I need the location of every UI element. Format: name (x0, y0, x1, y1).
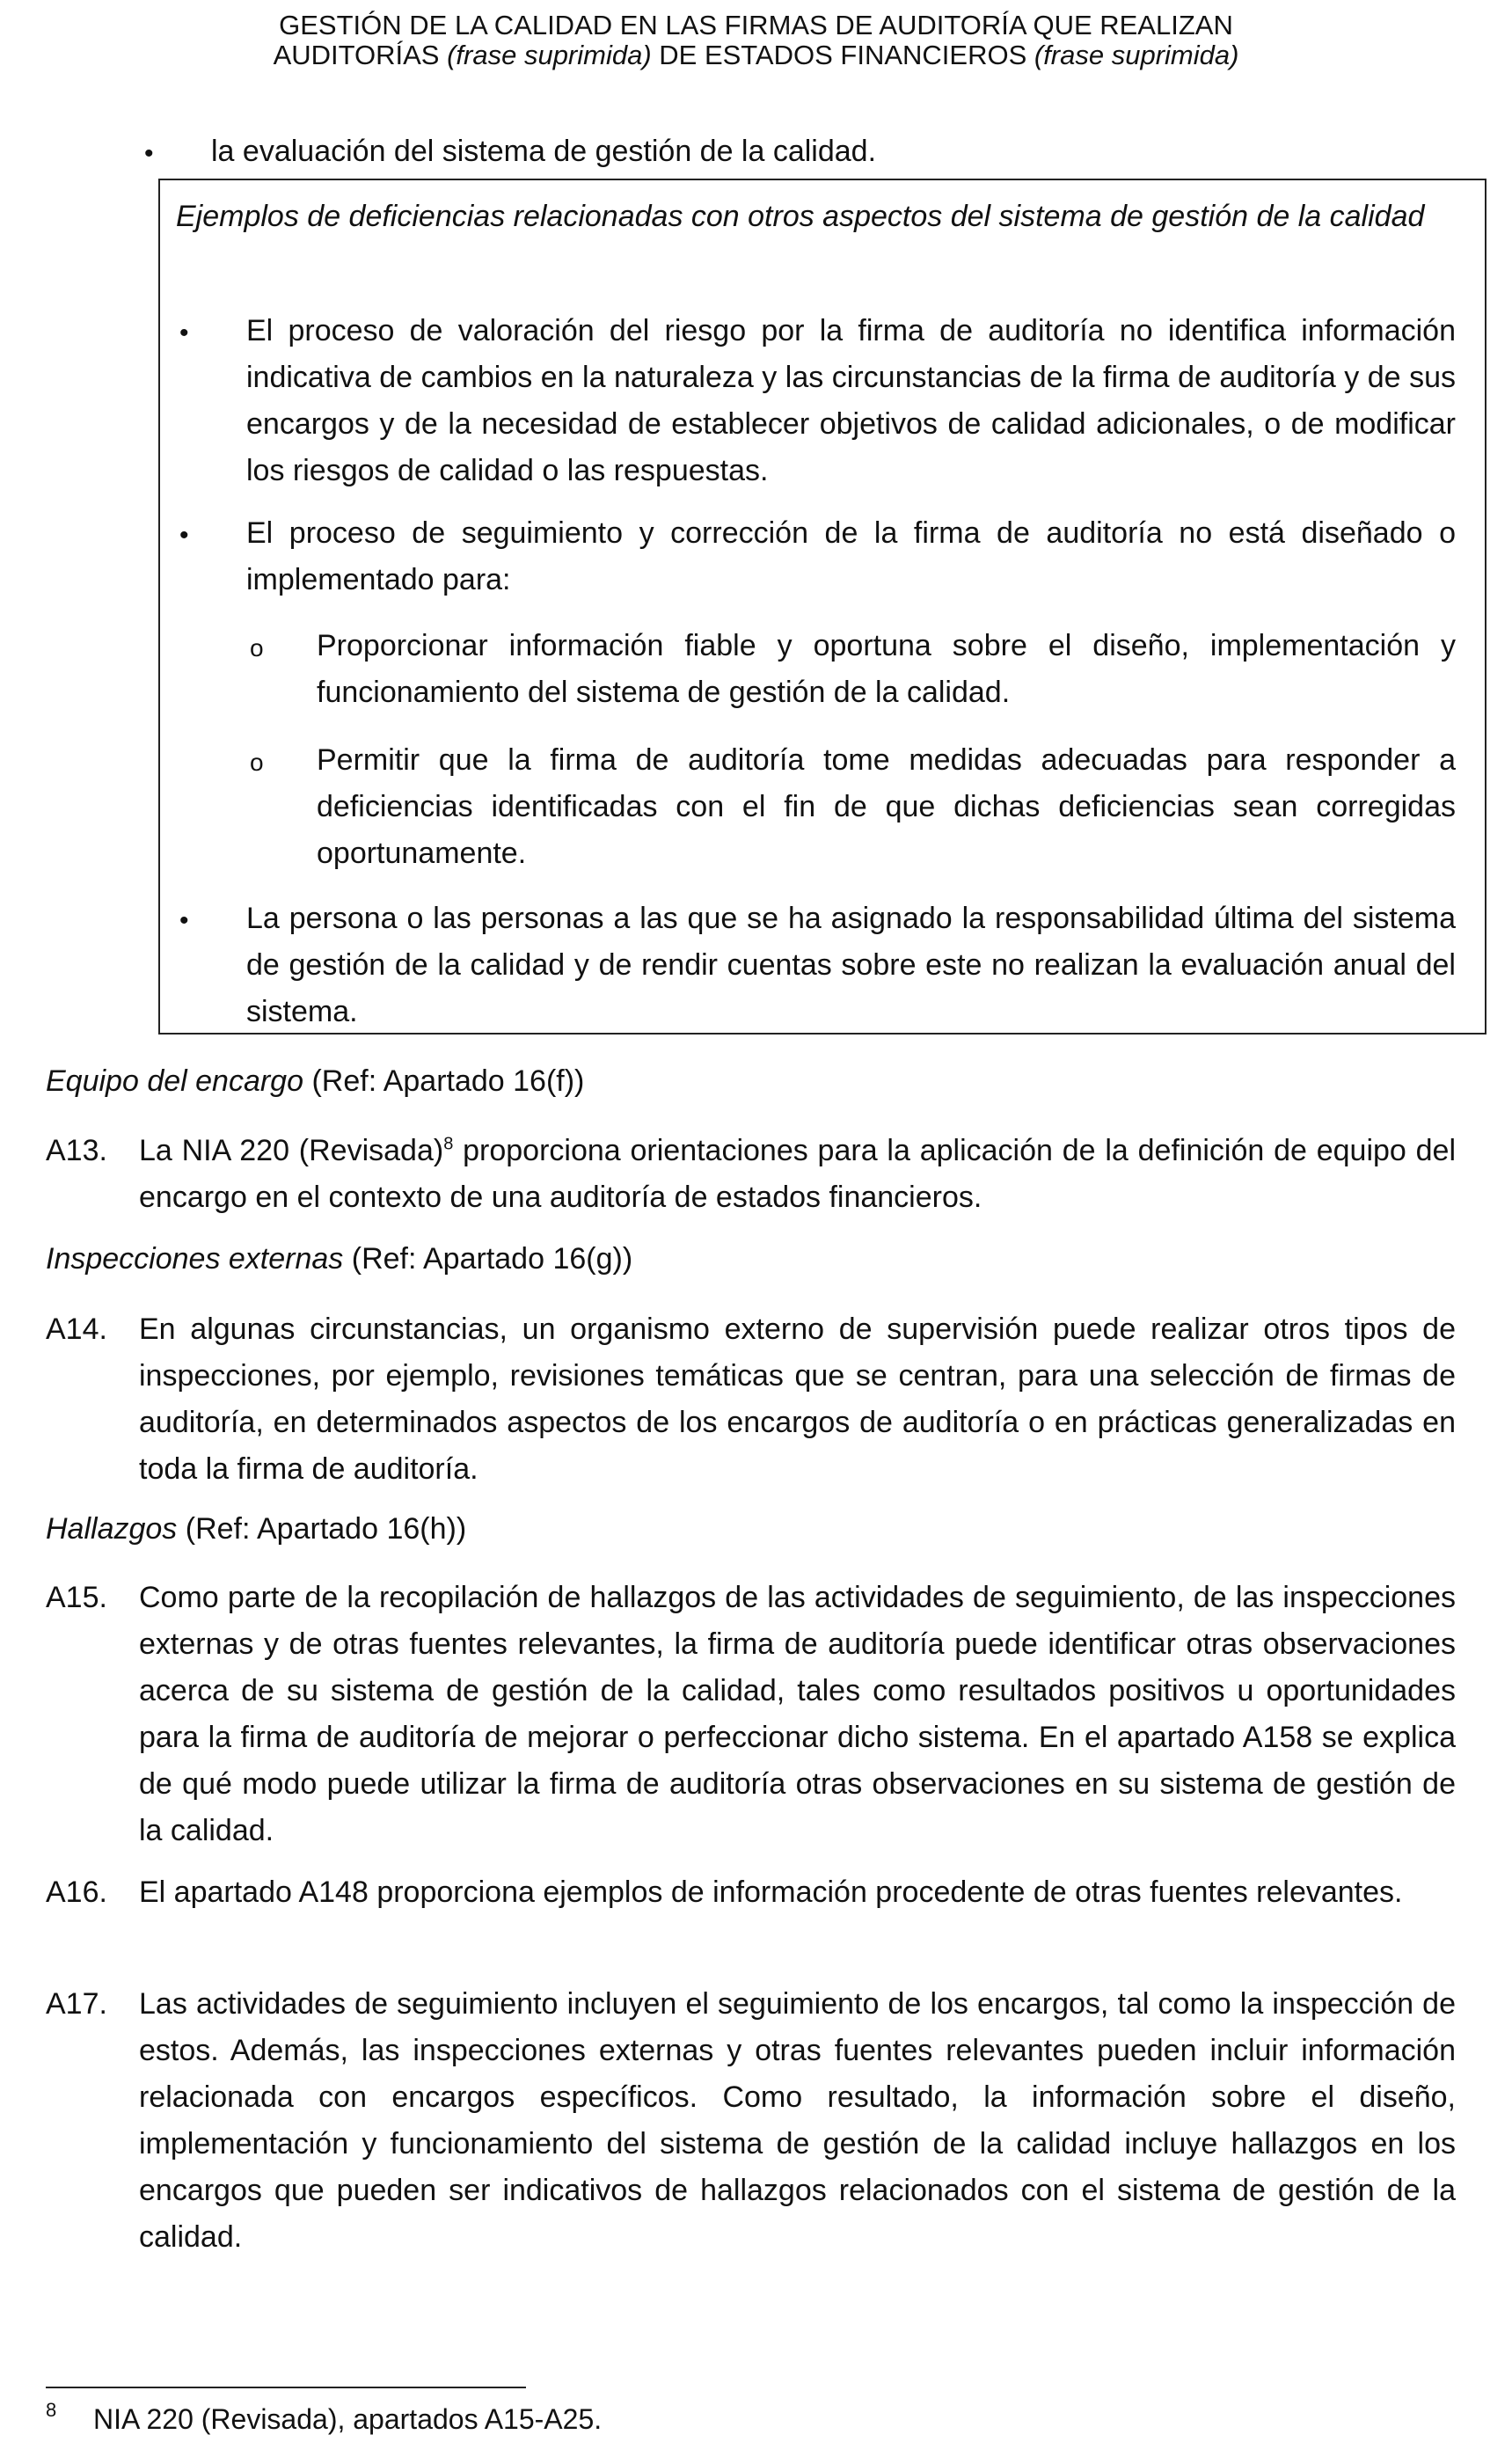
section-heading-equipo (46, 1058, 1453, 1105)
bullet-icon: • (144, 139, 154, 168)
bullet-icon: • (179, 521, 189, 550)
paragraph-a17: Las actividades de seguimiento incluyen el seguimiento de los encargos, tal como la inspección de estos. Además, las inspecciones externas y otras fuentes relevantes pueden incluir información relacionada con encargos específicos. Como resultado, la información sobre el diseño, implementación y funcionamiento del sistema de gestión de la calidad incluye hallazgos en los encargos que pueden ser indicativos de hallazgos relacionados con el sistema de gestión de la calidad. (139, 1987, 1456, 2254)
box-bullet-3: La persona o las personas a las que se ha asignado la responsabilidad última del sistema de gestión de la calidad y de rendir cuentas sobre este no realizan la evaluación anual del sistema. (246, 902, 1456, 1028)
paragraph-text: proporciona orientaciones para la aplicación de la definición de equipo del encargo en el contexto de una auditoría de estados financieros. (139, 1134, 1457, 1214)
circle-bullet-icon: o (250, 749, 264, 776)
paragraph-number: A15. (46, 1581, 107, 1614)
header-text: AUDITORÍAS (273, 40, 448, 70)
section-ref: (Ref: Apartado 16(g)) (343, 1242, 633, 1276)
section-title: Equipo del encargo (46, 1064, 304, 1098)
footnote-separator (46, 2387, 526, 2388)
box-subbullet-1: Proporcionar información fiable y oportuna sobre el diseño, implementación y funcionamiento del sistema de gestión de la calidad. (317, 629, 1456, 709)
section-heading-hallazgos (46, 1506, 1453, 1553)
paragraph-number: A14. (46, 1312, 107, 1346)
box-bullet-2: El proceso de seguimiento y corrección de la firma de auditoría no está diseñado o implementado para: (246, 516, 1456, 596)
paragraph-number: A13. (46, 1134, 107, 1167)
examples-box-title: Ejemplos de deficiencias relacionadas con otros aspectos del sistema de gestión de la calidad (176, 200, 1425, 233)
paragraph-text: La NIA 220 (Revisada) (139, 1134, 444, 1167)
circle-bullet-icon: o (250, 634, 264, 662)
page-header-line-1: GESTIÓN DE LA CALIDAD EN LAS FIRMAS DE AUDITORÍA QUE REALIZAN (279, 10, 1233, 40)
footnote-number: 8 (46, 2399, 57, 2421)
paragraph-number: A17. (46, 1987, 107, 2021)
bullet-icon: • (179, 318, 189, 347)
header-text: DE ESTADOS FINANCIEROS (651, 40, 1034, 70)
box-subbullet-2: Permitir que la firma de auditoría tome medidas adecuadas para responder a deficiencias identificadas con el fin de que dichas deficiencias sean corregidas oportunamente. (317, 743, 1456, 870)
paragraph-a15: Como parte de la recopilación de hallazgos de las actividades de seguimiento, de las inspecciones externas y de otras fuentes relevantes, la firma de auditoría puede identificar otras observaciones acerca de su sistema de gestión de la calidad, tales como resultados positivos u oportunidades para la firma de auditoría de mejorar o perfeccionar dicho sistema. En el apartado A158 se explica de qué modo puede utilizar la firma de auditoría otras observaciones en su sistema de gestión de la calidad. (139, 1581, 1456, 1847)
bullet-icon: • (179, 906, 189, 935)
paragraph-a16: El apartado A148 proporciona ejemplos de información procedente de otras fuentes relevantes. (139, 1875, 1403, 1909)
section-ref: (Ref: Apartado 16(f)) (303, 1064, 585, 1098)
paragraph-a13 (139, 1128, 1456, 1221)
page-header-line-2 (0, 39, 1512, 72)
section-title: Hallazgos (46, 1512, 178, 1546)
paragraph-a14: En algunas circunstancias, un organismo externo de supervisión puede realizar otros tipos de inspecciones, por ejemplo, revisiones temáticas que se centran, para una selección de firmas de auditoría, en determinados aspectos de los encargos de auditoría o en prácticas generalizadas en toda la firma de auditoría. (139, 1312, 1456, 1486)
section-heading-inspecciones (46, 1236, 1453, 1283)
footnote-reference: 8 (443, 1134, 454, 1154)
box-bullet-1: El proceso de valoración del riesgo por la firma de auditoría no identifica información indicativa de cambios en la naturaleza y las circunstancias de la firma de auditoría y de sus encargos y de la necesidad de establecer objetivos de calidad adicionales, o de modificar los riesgos de calidad o las respuestas. (246, 314, 1456, 487)
section-title: Inspecciones externas (46, 1242, 344, 1276)
header-omitted-phrase: (frase suprimida) (1034, 40, 1239, 70)
section-ref: (Ref: Apartado 16(h)) (177, 1512, 467, 1546)
header-omitted-phrase: (frase suprimida) (447, 40, 652, 70)
footnote-text: NIA 220 (Revisada), apartados A15-A25. (93, 2403, 603, 2435)
top-bullet-text: la evaluación del sistema de gestión de la calidad. (211, 135, 877, 168)
paragraph-number: A16. (46, 1875, 107, 1909)
